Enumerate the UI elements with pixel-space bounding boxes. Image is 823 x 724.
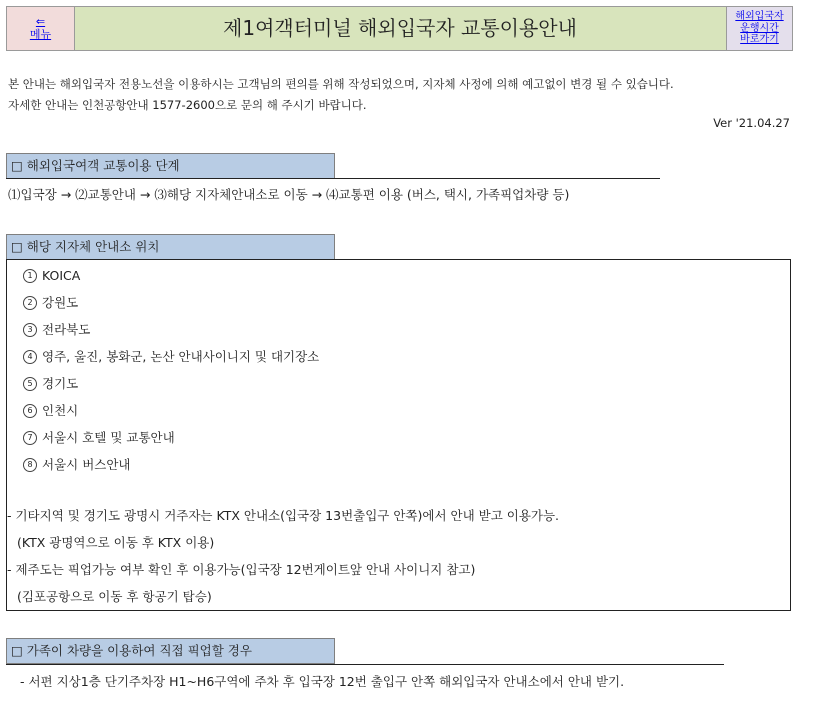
location-item [23, 401, 319, 428]
circled-number: 4 [23, 350, 37, 364]
location-label: KOICA [42, 268, 81, 283]
location-item [23, 320, 319, 347]
location-item [23, 428, 319, 455]
location-label: 경기도 [42, 376, 79, 391]
circled-number: 2 [23, 296, 37, 310]
locations-box [6, 259, 791, 611]
location-label: 강원도 [42, 295, 79, 310]
shortcut-link-line-1: 해외입국자 [735, 11, 784, 22]
section-divider [6, 178, 660, 179]
circled-number: 7 [23, 431, 37, 445]
note-ktx: - 기타지역 및 경기도 광명시 거주자는 KTX 안내소(입국장 13번출입구 안쪽)에서 안내 받고 이용가능. [7, 508, 560, 523]
family-pickup-text: - 서편 지상1층 단기주차장 H1~H6구역에 주차 후 입국장 12번 출입구 안쪽 해외입국자 안내소에서 안내 받기. [20, 674, 625, 689]
version-label: Ver '21.04.27 [713, 116, 790, 130]
location-item [23, 374, 319, 401]
note-jeju-detail: (김포공항으로 이동 후 항공기 탑승) [17, 589, 212, 604]
location-item [23, 293, 319, 320]
location-notes [7, 506, 559, 614]
circled-number: 3 [23, 323, 37, 337]
section-title-family-pickup: □ 가족이 차량을 이용하여 직접 픽업할 경우 [6, 638, 335, 664]
back-arrow-icon: ⇐ [35, 15, 46, 28]
intro-line-2: 자세한 안내는 인천공항안내 1577-2600으로 문의 해 주시기 바랍니다. [8, 98, 367, 112]
note-jeju: - 제주도는 픽업가능 여부 확인 후 이용가능(입국장 12번게이트앞 안내 사이니지 참고) [7, 562, 476, 577]
shortcut-link-line-2: 운행시간 [740, 22, 779, 34]
menu-button[interactable] [7, 7, 75, 50]
schedule-shortcut-link[interactable] [726, 7, 792, 50]
circled-number: 5 [23, 377, 37, 391]
location-label: 인천시 [42, 403, 79, 418]
location-item [23, 266, 319, 293]
page-title: 제1여객터미널 해외입국자 교통이용안내 [223, 16, 577, 40]
intro-line-1: 본 안내는 해외입국자 전용노선을 이용하시는 고객님의 편의를 위해 작성되었으며, 지자체 사정에 의해 예고없이 변경 될 수 있습니다. [8, 77, 674, 91]
intro-text [8, 74, 674, 116]
note-ktx-detail: (KTX 광명역으로 이동 후 KTX 이용) [17, 535, 215, 550]
circled-number: 6 [23, 404, 37, 418]
circled-number: 8 [23, 458, 37, 472]
section-title-locations: □ 해당 지자체 안내소 위치 [6, 234, 335, 260]
circled-number: 1 [23, 269, 37, 283]
location-label: 서울시 버스안내 [42, 457, 131, 472]
location-item [23, 347, 319, 374]
location-label: 서울시 호텔 및 교통안내 [42, 430, 175, 445]
section-divider [6, 664, 724, 665]
menu-label: 메뉴 [29, 28, 52, 41]
header-bar [6, 6, 793, 51]
location-label: 전라북도 [42, 322, 91, 337]
location-list [23, 266, 319, 482]
steps-text: ⑴입국장 → ⑵교통안내 → ⑶해당 지자체안내소로 이동 → ⑷교통편 이용 (버스, 택시, 가족픽업차량 등) [8, 187, 570, 202]
section-title-steps: □ 해외입국여객 교통이용 단계 [6, 153, 335, 179]
location-item [23, 455, 319, 482]
shortcut-link-line-3: 바로가기 [740, 34, 779, 45]
location-label: 영주, 울진, 봉화군, 논산 안내사이니지 및 대기장소 [42, 349, 320, 364]
